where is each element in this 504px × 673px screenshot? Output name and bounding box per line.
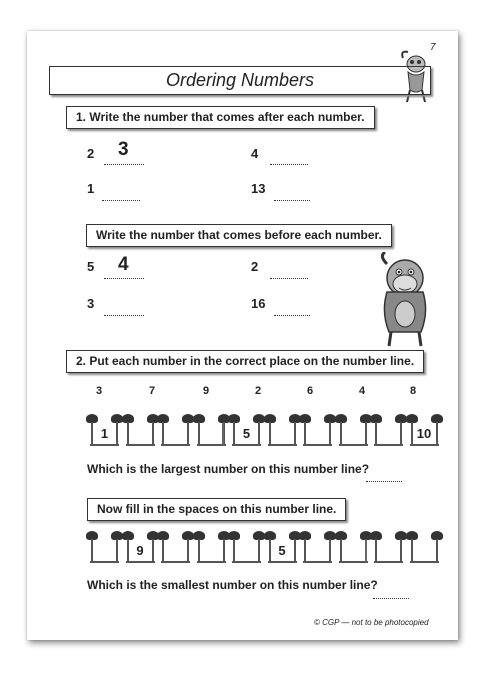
number-line-tree[interactable]	[302, 414, 333, 446]
before-number-1: 5	[87, 259, 95, 274]
palm-base	[303, 444, 332, 446]
smallest-question: Which is the smallest number on this number line?	[87, 578, 378, 592]
palm-base	[90, 444, 119, 446]
number-line-tree[interactable]	[373, 414, 404, 446]
number-line-tree[interactable]	[338, 414, 369, 446]
number-line-tree	[125, 531, 156, 563]
number-line-tree[interactable]	[125, 414, 156, 446]
number-line-tree[interactable]	[409, 531, 440, 563]
palm-base	[90, 561, 119, 563]
sequence-number: 9	[203, 385, 210, 397]
number-line-gap	[365, 540, 367, 562]
palm-trunk	[223, 539, 225, 563]
number-line-value: 10	[416, 426, 432, 441]
palm-trunk	[127, 422, 129, 446]
palm-base	[268, 561, 297, 563]
palm-trunk	[304, 422, 306, 446]
palm-base	[232, 444, 261, 446]
number-line-gap	[222, 423, 224, 445]
palm-base	[410, 444, 439, 446]
after-number-1: 2	[87, 146, 95, 161]
number-line-tree[interactable]	[160, 531, 191, 563]
fill-spaces-instruction	[87, 498, 346, 521]
palm-trunk	[340, 422, 342, 446]
sequence-number: 6	[307, 385, 314, 397]
number-line-tree	[409, 414, 440, 446]
answer-line[interactable]	[366, 480, 402, 482]
answer-line[interactable]	[274, 314, 310, 316]
number-line-tree[interactable]	[160, 414, 191, 446]
answer-line[interactable]	[270, 277, 308, 279]
palm-base	[161, 444, 190, 446]
palm-trunk	[329, 422, 331, 446]
palm-base	[374, 561, 403, 563]
page-number: 7	[430, 42, 436, 53]
number-line-value: 5	[242, 426, 251, 441]
palm-trunk	[375, 422, 377, 446]
answer-line[interactable]	[104, 314, 144, 316]
before-number-2: 2	[251, 259, 259, 274]
before-number-3: 3	[87, 296, 95, 311]
sequence-number: 7	[149, 385, 156, 397]
palm-base	[232, 561, 261, 563]
palm-trunk	[340, 539, 342, 563]
palm-trunk	[152, 422, 154, 446]
palm-base	[268, 444, 297, 446]
after-number-2: 4	[251, 146, 259, 161]
number-line-tree	[231, 414, 262, 446]
palm-base	[410, 561, 439, 563]
number-line-tree[interactable]	[302, 531, 333, 563]
number-line-tree[interactable]	[267, 414, 298, 446]
number-line-value: 9	[136, 543, 144, 558]
palm-trunk	[400, 422, 402, 446]
number-line-tree[interactable]	[196, 531, 227, 563]
answer-line[interactable]	[270, 163, 308, 165]
palm-trunk	[436, 539, 438, 563]
sequence-number: 8	[410, 385, 417, 397]
answer-line[interactable]	[373, 597, 409, 599]
palm-trunk	[400, 539, 402, 563]
palm-trunk	[233, 539, 235, 563]
palm-base	[161, 561, 190, 563]
palm-trunk	[375, 539, 377, 563]
sequence-number: 3	[96, 385, 103, 397]
palm-base	[303, 561, 332, 563]
palm-trunk	[162, 539, 164, 563]
number-line-value: 5	[278, 543, 286, 558]
palm-base	[126, 444, 155, 446]
palm-trunk	[198, 539, 200, 563]
question-2-instruction	[66, 350, 424, 373]
answer-line[interactable]	[104, 277, 144, 279]
question-2-text: 2. Put each number in the correct place on the number line.	[76, 354, 415, 368]
palm-trunk	[187, 539, 189, 563]
fill-spaces-text: Now fill in the spaces on this number line.	[97, 502, 337, 516]
after-number-4: 13	[251, 181, 266, 196]
number-line-value: 1	[100, 426, 109, 441]
before-instruction	[86, 224, 392, 247]
copyright-footer: © CGP — not to be photocopied	[314, 618, 429, 627]
palm-trunk	[329, 539, 331, 563]
palm-base	[339, 561, 368, 563]
number-line-tree[interactable]	[338, 531, 369, 563]
palm-trunk	[411, 539, 413, 563]
palm-trunk	[258, 539, 260, 563]
palm-base	[374, 444, 403, 446]
palm-trunk	[116, 539, 118, 563]
sequence-number: 4	[359, 385, 366, 397]
number-line-tree[interactable]	[231, 531, 262, 563]
before-number-4: 16	[251, 296, 266, 311]
palm-trunk	[304, 539, 306, 563]
palm-base	[339, 444, 368, 446]
after-number-3: 1	[87, 181, 95, 196]
palm-trunk	[162, 422, 164, 446]
number-line-tree	[267, 531, 298, 563]
palm-trunk	[91, 539, 93, 563]
after-answer-1: 3	[118, 139, 129, 160]
palm-trunk	[294, 422, 296, 446]
sequence-number: 2	[255, 385, 262, 397]
answer-line[interactable]	[104, 163, 144, 165]
before-answer-1: 4	[118, 254, 129, 275]
palm-trunk	[198, 422, 200, 446]
number-line-tree[interactable]	[89, 531, 120, 563]
question-1-instruction	[66, 106, 375, 129]
palm-base	[197, 561, 226, 563]
worksheet-title: Ordering Numbers	[49, 66, 431, 95]
before-instruction-text: Write the number that comes before each number.	[96, 228, 382, 242]
palm-base	[126, 561, 155, 563]
palm-trunk	[365, 422, 367, 446]
number-line-tree[interactable]	[373, 531, 404, 563]
gorilla-icon	[373, 252, 437, 348]
answer-line[interactable]	[274, 199, 310, 201]
palm-trunk	[269, 422, 271, 446]
answer-line[interactable]	[102, 199, 140, 201]
largest-question: Which is the largest number on this number line?	[87, 462, 370, 476]
number-line-tree	[89, 414, 120, 446]
question-1-text: 1. Write the number that comes after each number.	[76, 110, 365, 124]
palm-trunk	[187, 422, 189, 446]
